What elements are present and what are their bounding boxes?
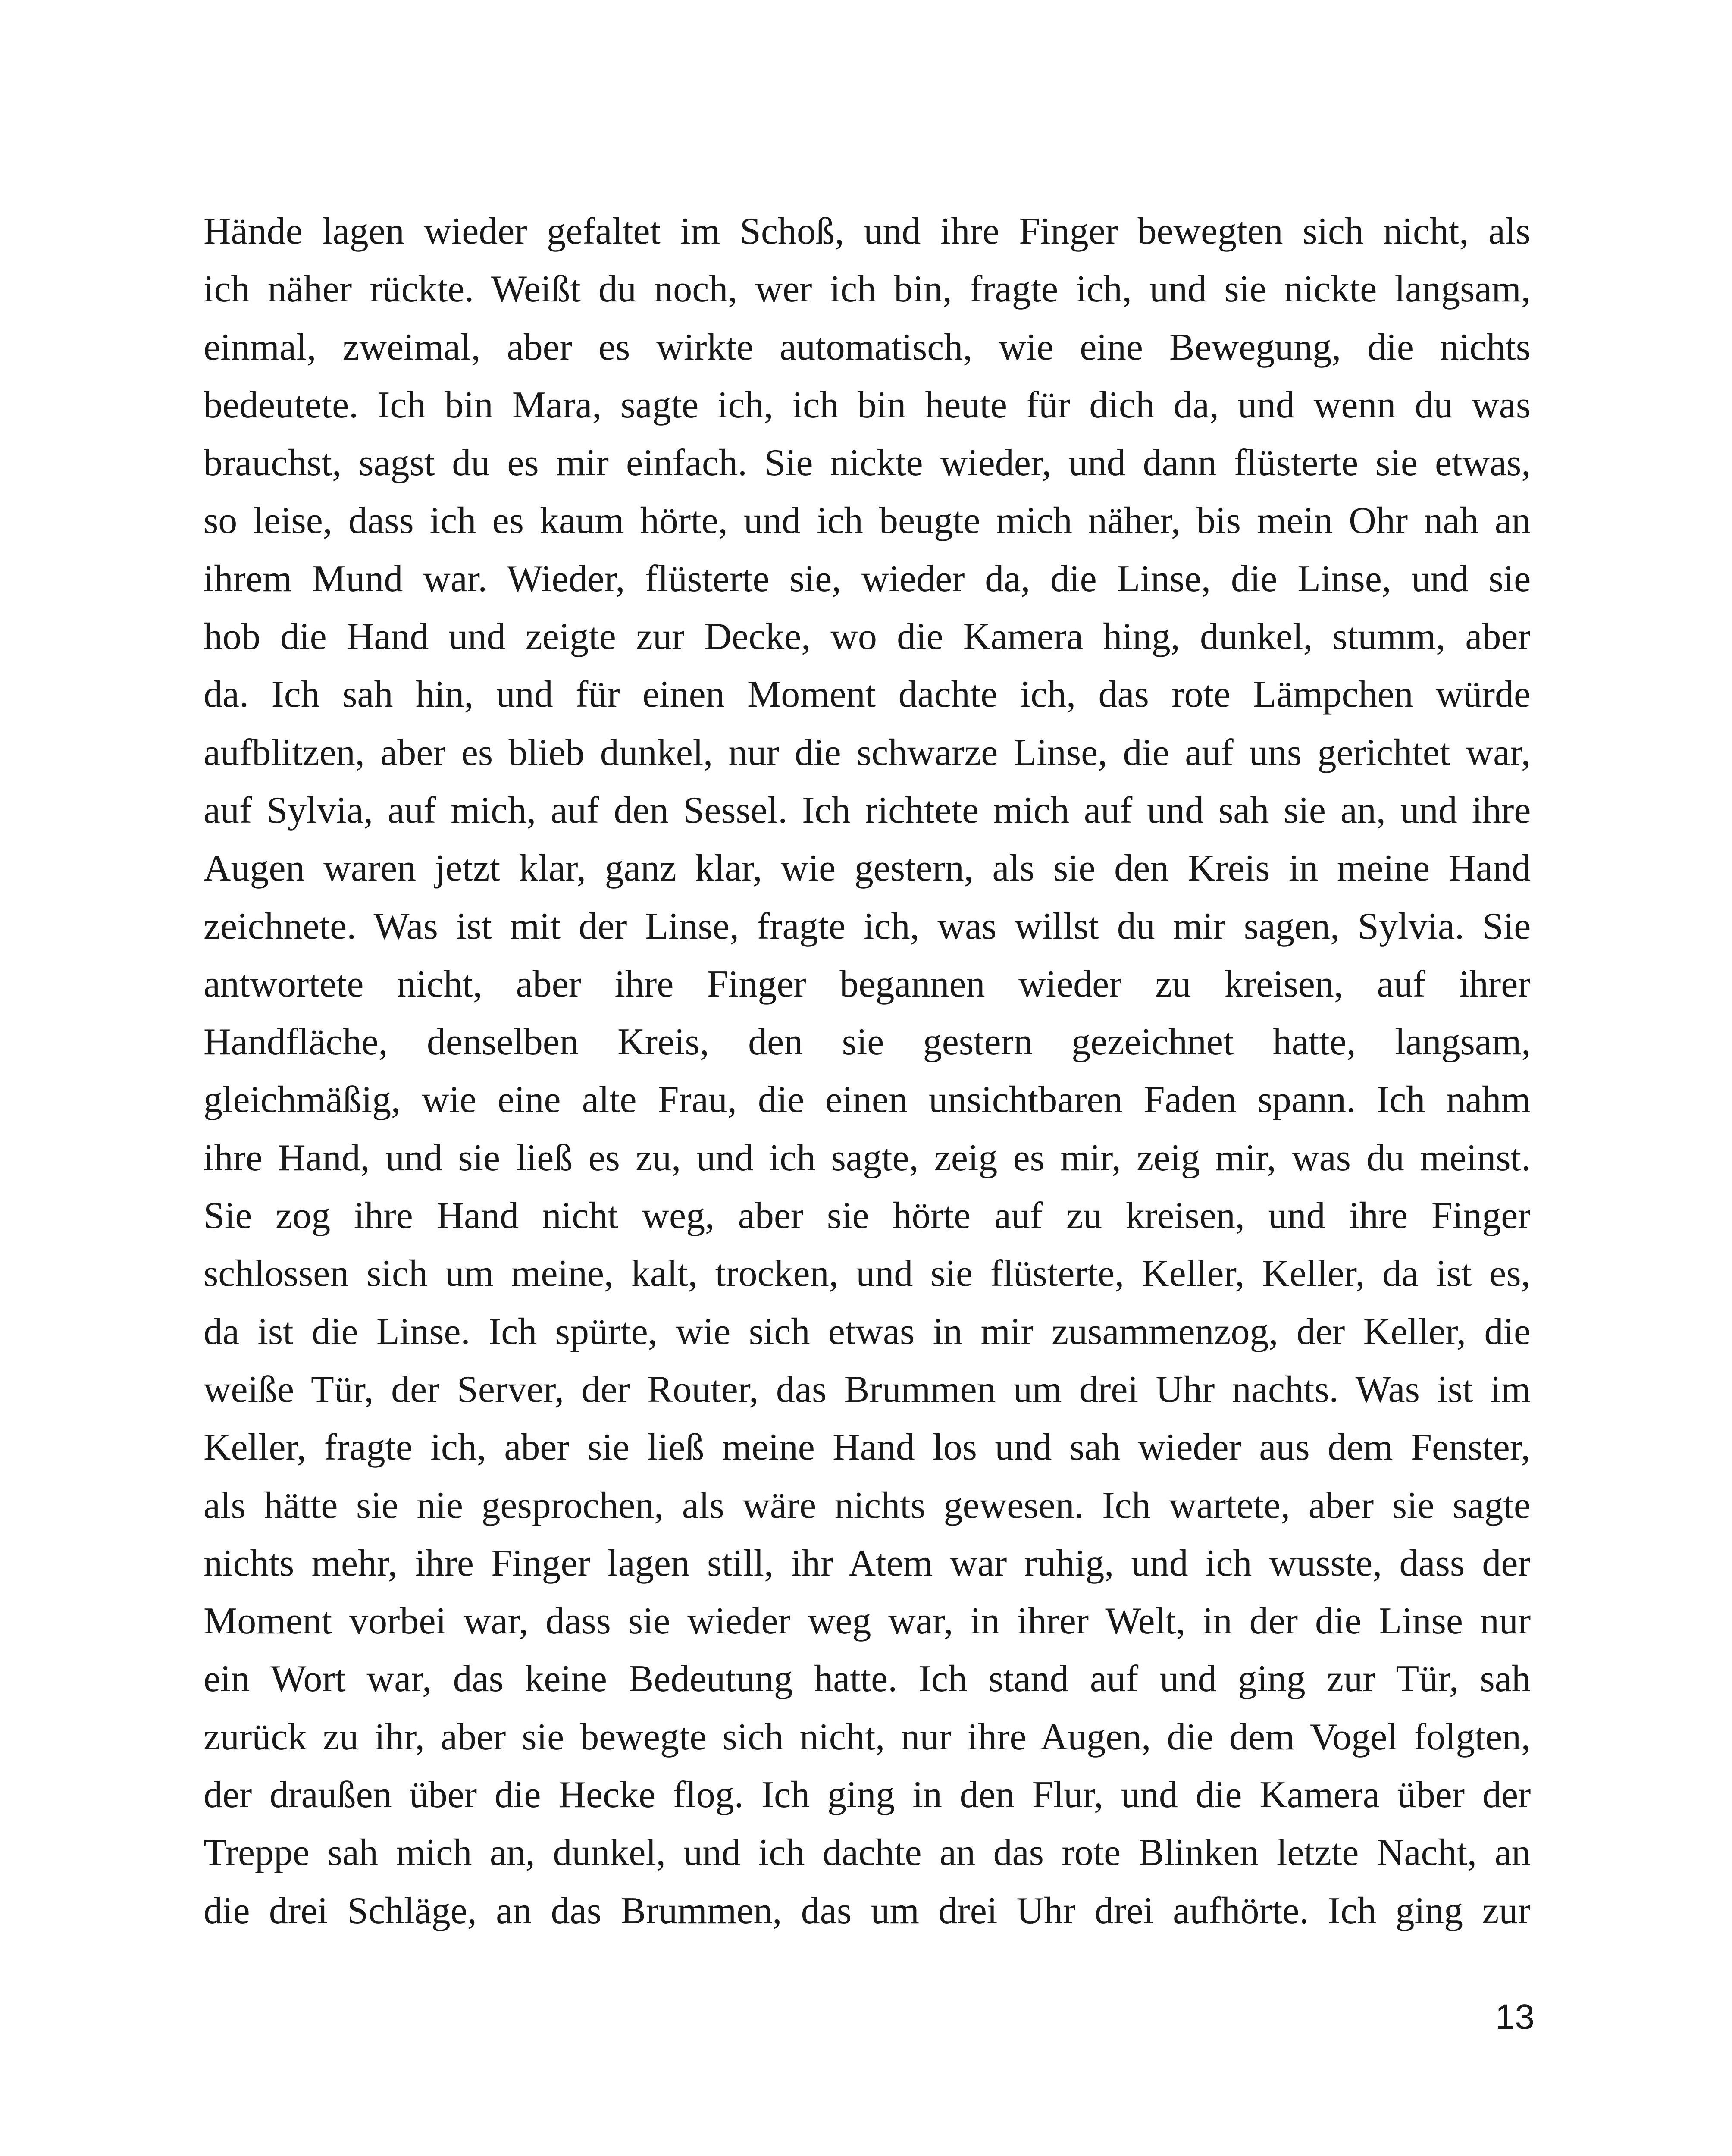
page-number: 13 [1495,1997,1535,2037]
text-line: die drei Schläge, an das Brummen, das um drei Uhr drei aufhörte. Ich ging zur [204,1890,1531,1932]
text-line: Keller, fragte ich, aber sie ließ meine Hand los und sah wieder aus dem Fenster, [204,1426,1531,1469]
text-line: so leise, dass ich es kaum hörte, und ich beugte mich näher, bis mein Ohr nah an [204,500,1531,542]
text-line: ihre Hand, und sie ließ es zu, und ich sagte, zeig es mir, zeig mir, was du meinst. [204,1137,1531,1179]
text-line: Hände lagen wieder gefaltet im Schoß, und ihre Finger bewegten sich nicht, als [204,210,1531,252]
text-line: hob die Hand und zeigte zur Decke, wo die Kamera hing, dunkel, stumm, aber [204,616,1531,658]
text-line: da ist die Linse. Ich spürte, wie sich etwas in mir zusammenzog, der Keller, die [204,1310,1531,1353]
text-line: bedeutete. Ich bin Mara, sagte ich, ich bin heute für dich da, und wenn du was [204,384,1531,426]
text-line: schlossen sich um meine, kalt, trocken, und sie flüsterte, Keller, Keller, da ist es, [204,1253,1531,1295]
text-line: Moment vorbei war, dass sie wieder weg war, in ihrer Welt, in der die Linse nur [204,1600,1531,1642]
text-line: weiße Tür, der Server, der Router, das Brummen um drei Uhr nachts. Was ist im [204,1368,1531,1410]
text-line: Augen waren jetzt klar, ganz klar, wie gestern, als sie den Kreis in meine Hand [204,847,1531,890]
text-line: der draußen über die Hecke flog. Ich ging in den Flur, und die Kamera über der [204,1774,1531,1816]
text-line: einmal, zweimal, aber es wirkte automatisch, wie eine Bewegung, die nichts [204,326,1531,368]
text-line: Handfläche, denselben Kreis, den sie gestern gezeichnet hatte, langsam, [204,1021,1531,1063]
text-line: brauchst, sagst du es mir einfach. Sie nickte wieder, und dann flüsterte sie etwas, [204,442,1531,484]
text-line: antwortete nicht, aber ihre Finger begannen wieder zu kreisen, auf ihrer [204,963,1531,1005]
text-line: auf Sylvia, auf mich, auf den Sessel. Ich richtete mich auf und sah sie an, und ihre [204,789,1531,831]
text-line: zeichnete. Was ist mit der Linse, fragte ich, was willst du mir sagen, Sylvia. Sie [204,905,1531,947]
text-line: aufblitzen, aber es blieb dunkel, nur die schwarze Linse, die auf uns gerichtet war, [204,731,1531,774]
text-line: als hätte sie nie gesprochen, als wäre nichts gewesen. Ich wartete, aber sie sagte [204,1484,1531,1526]
text-line: nichts mehr, ihre Finger lagen still, ihr Atem war ruhig, und ich wusste, dass der [204,1542,1531,1584]
body-text [204,203,1531,1940]
text-line: zurück zu ihr, aber sie bewegte sich nicht, nur ihre Augen, die dem Vogel folgten, [204,1716,1531,1758]
text-line: Treppe sah mich an, dunkel, und ich dachte an das rote Blinken letzte Nacht, an [204,1832,1531,1874]
text-line: gleichmäßig, wie eine alte Frau, die einen unsichtbaren Faden spann. Ich nahm [204,1079,1531,1121]
text-line: ich näher rückte. Weißt du noch, wer ich bin, fragte ich, und sie nickte langsam, [204,268,1531,310]
text-line: Sie zog ihre Hand nicht weg, aber sie hörte auf zu kreisen, und ihre Finger [204,1195,1531,1237]
text-line: ein Wort war, das keine Bedeutung hatte. Ich stand auf und ging zur Tür, sah [204,1658,1531,1700]
text-line: da. Ich sah hin, und für einen Moment dachte ich, das rote Lämpchen würde [204,674,1531,716]
text-line: ihrem Mund war. Wieder, flüsterte sie, wieder da, die Linse, die Linse, und sie [204,558,1531,600]
